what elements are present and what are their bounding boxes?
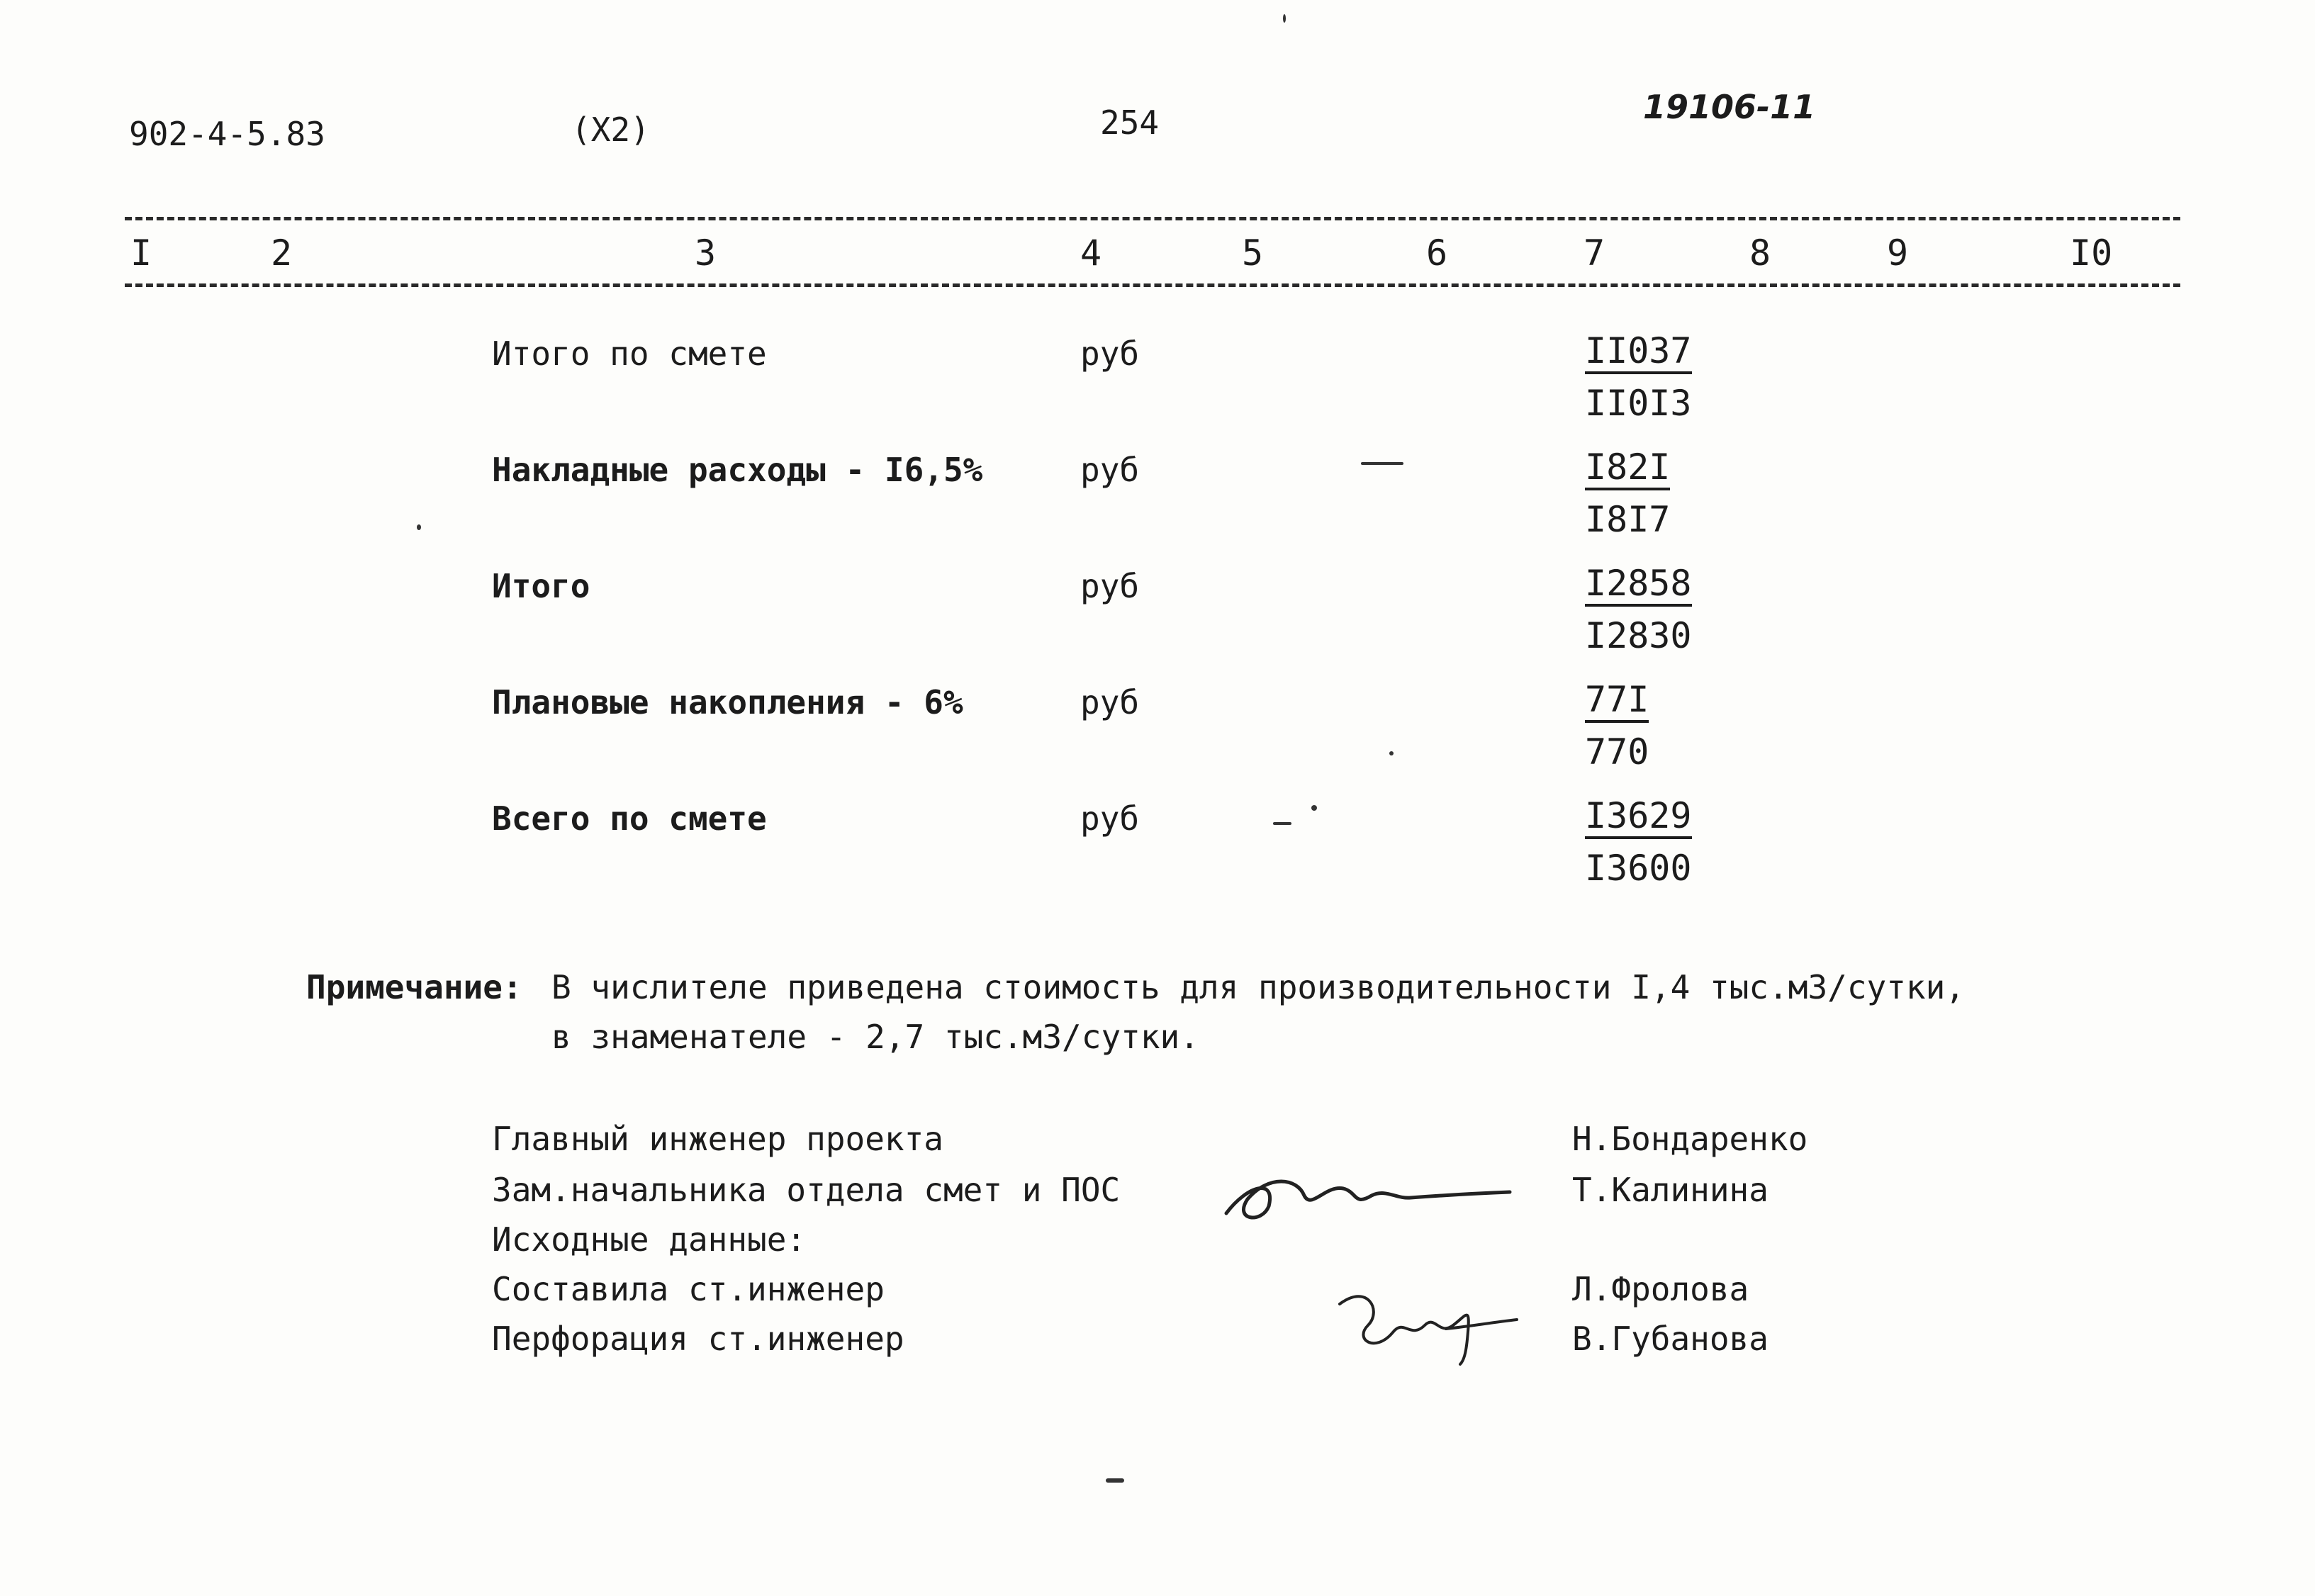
signatory-role: Перфорация ст.инженер xyxy=(492,1320,904,1358)
note-label: Примечание: xyxy=(306,968,522,1006)
column-number-4: 4 xyxy=(1080,232,1102,274)
row-label: Плановые накопления - 6% xyxy=(492,683,963,721)
row-unit: руб xyxy=(1080,567,1140,605)
note-line-2: в знаменателе - 2,7 тыс.м3/сутки. xyxy=(551,1018,1199,1056)
scan-speck xyxy=(1361,462,1403,465)
scan-speck xyxy=(1273,822,1291,825)
row-value-numerator: I2858 xyxy=(1585,566,1692,607)
signatory-role: Составила ст.инженер xyxy=(492,1270,885,1308)
scan-speck xyxy=(1283,14,1286,23)
row-value-numerator: I82I xyxy=(1585,449,1670,490)
signature-kalinina xyxy=(1219,1157,1517,1235)
scan-speck xyxy=(1389,751,1394,755)
row-value-denominator: I2830 xyxy=(1585,615,1692,656)
row-value-denominator: I8I7 xyxy=(1585,499,1671,540)
signatory-name: Н.Бондаренко xyxy=(1572,1120,1808,1158)
row-unit: руб xyxy=(1080,451,1140,489)
row-label: Итого xyxy=(492,567,590,605)
column-number-8: 8 xyxy=(1749,232,1771,274)
column-number-9: 9 xyxy=(1887,232,1909,274)
row-label: Итого по смете xyxy=(492,335,767,373)
signatory-name: Л.Фролова xyxy=(1572,1270,1749,1308)
row-value-denominator: I3600 xyxy=(1585,848,1692,889)
scan-speck xyxy=(1311,805,1317,811)
document-code: 902-4-5.83 xyxy=(129,115,325,153)
row-unit: руб xyxy=(1080,799,1140,838)
column-number-5: 5 xyxy=(1242,232,1264,274)
row-label: Накладные расходы - I6,5% xyxy=(492,451,983,489)
column-number-6: 6 xyxy=(1426,232,1448,274)
row-value-fraction xyxy=(1585,446,1671,540)
signatory-name: Т.Калинина xyxy=(1572,1171,1769,1209)
scan-speck xyxy=(1106,1478,1124,1483)
note-line-1: В числителе приведена стоимость для производительности I,4 тыс.м3/сутки, xyxy=(551,968,1965,1006)
row-value-fraction xyxy=(1585,330,1692,424)
row-value-fraction xyxy=(1585,679,1649,772)
row-value-fraction xyxy=(1585,795,1692,889)
signatory-role: Зам.начальника отдела смет и ПОС xyxy=(492,1171,1121,1209)
row-value-denominator: 770 xyxy=(1585,731,1649,772)
document-mark: (X2) xyxy=(571,111,650,149)
row-value-fraction xyxy=(1585,563,1692,656)
column-number-2: 2 xyxy=(271,232,293,274)
row-value-numerator: II037 xyxy=(1585,333,1692,374)
page-number: 254 xyxy=(1100,103,1160,142)
column-number-3: 3 xyxy=(695,232,717,274)
row-value-numerator: 77I xyxy=(1585,682,1649,723)
signatory-name: В.Губанова xyxy=(1572,1320,1769,1358)
inventory-number: 19106-11 xyxy=(1643,88,1816,126)
signature-frolova xyxy=(1325,1276,1524,1368)
row-value-denominator: II0I3 xyxy=(1585,383,1692,424)
table-header-rule xyxy=(125,283,2180,287)
row-unit: руб xyxy=(1080,683,1140,721)
column-number-7: 7 xyxy=(1583,232,1605,274)
column-number-1: I xyxy=(130,232,152,274)
section-label-source-data: Исходные данные: xyxy=(492,1220,807,1259)
row-label: Всего по смете xyxy=(492,799,767,838)
column-number-10: I0 xyxy=(2070,232,2113,274)
row-value-numerator: I3629 xyxy=(1585,798,1692,839)
row-unit: руб xyxy=(1080,335,1140,373)
table-top-rule xyxy=(125,217,2180,220)
signatory-role: Главный инженер проекта xyxy=(492,1120,943,1158)
scan-speck xyxy=(417,524,421,530)
